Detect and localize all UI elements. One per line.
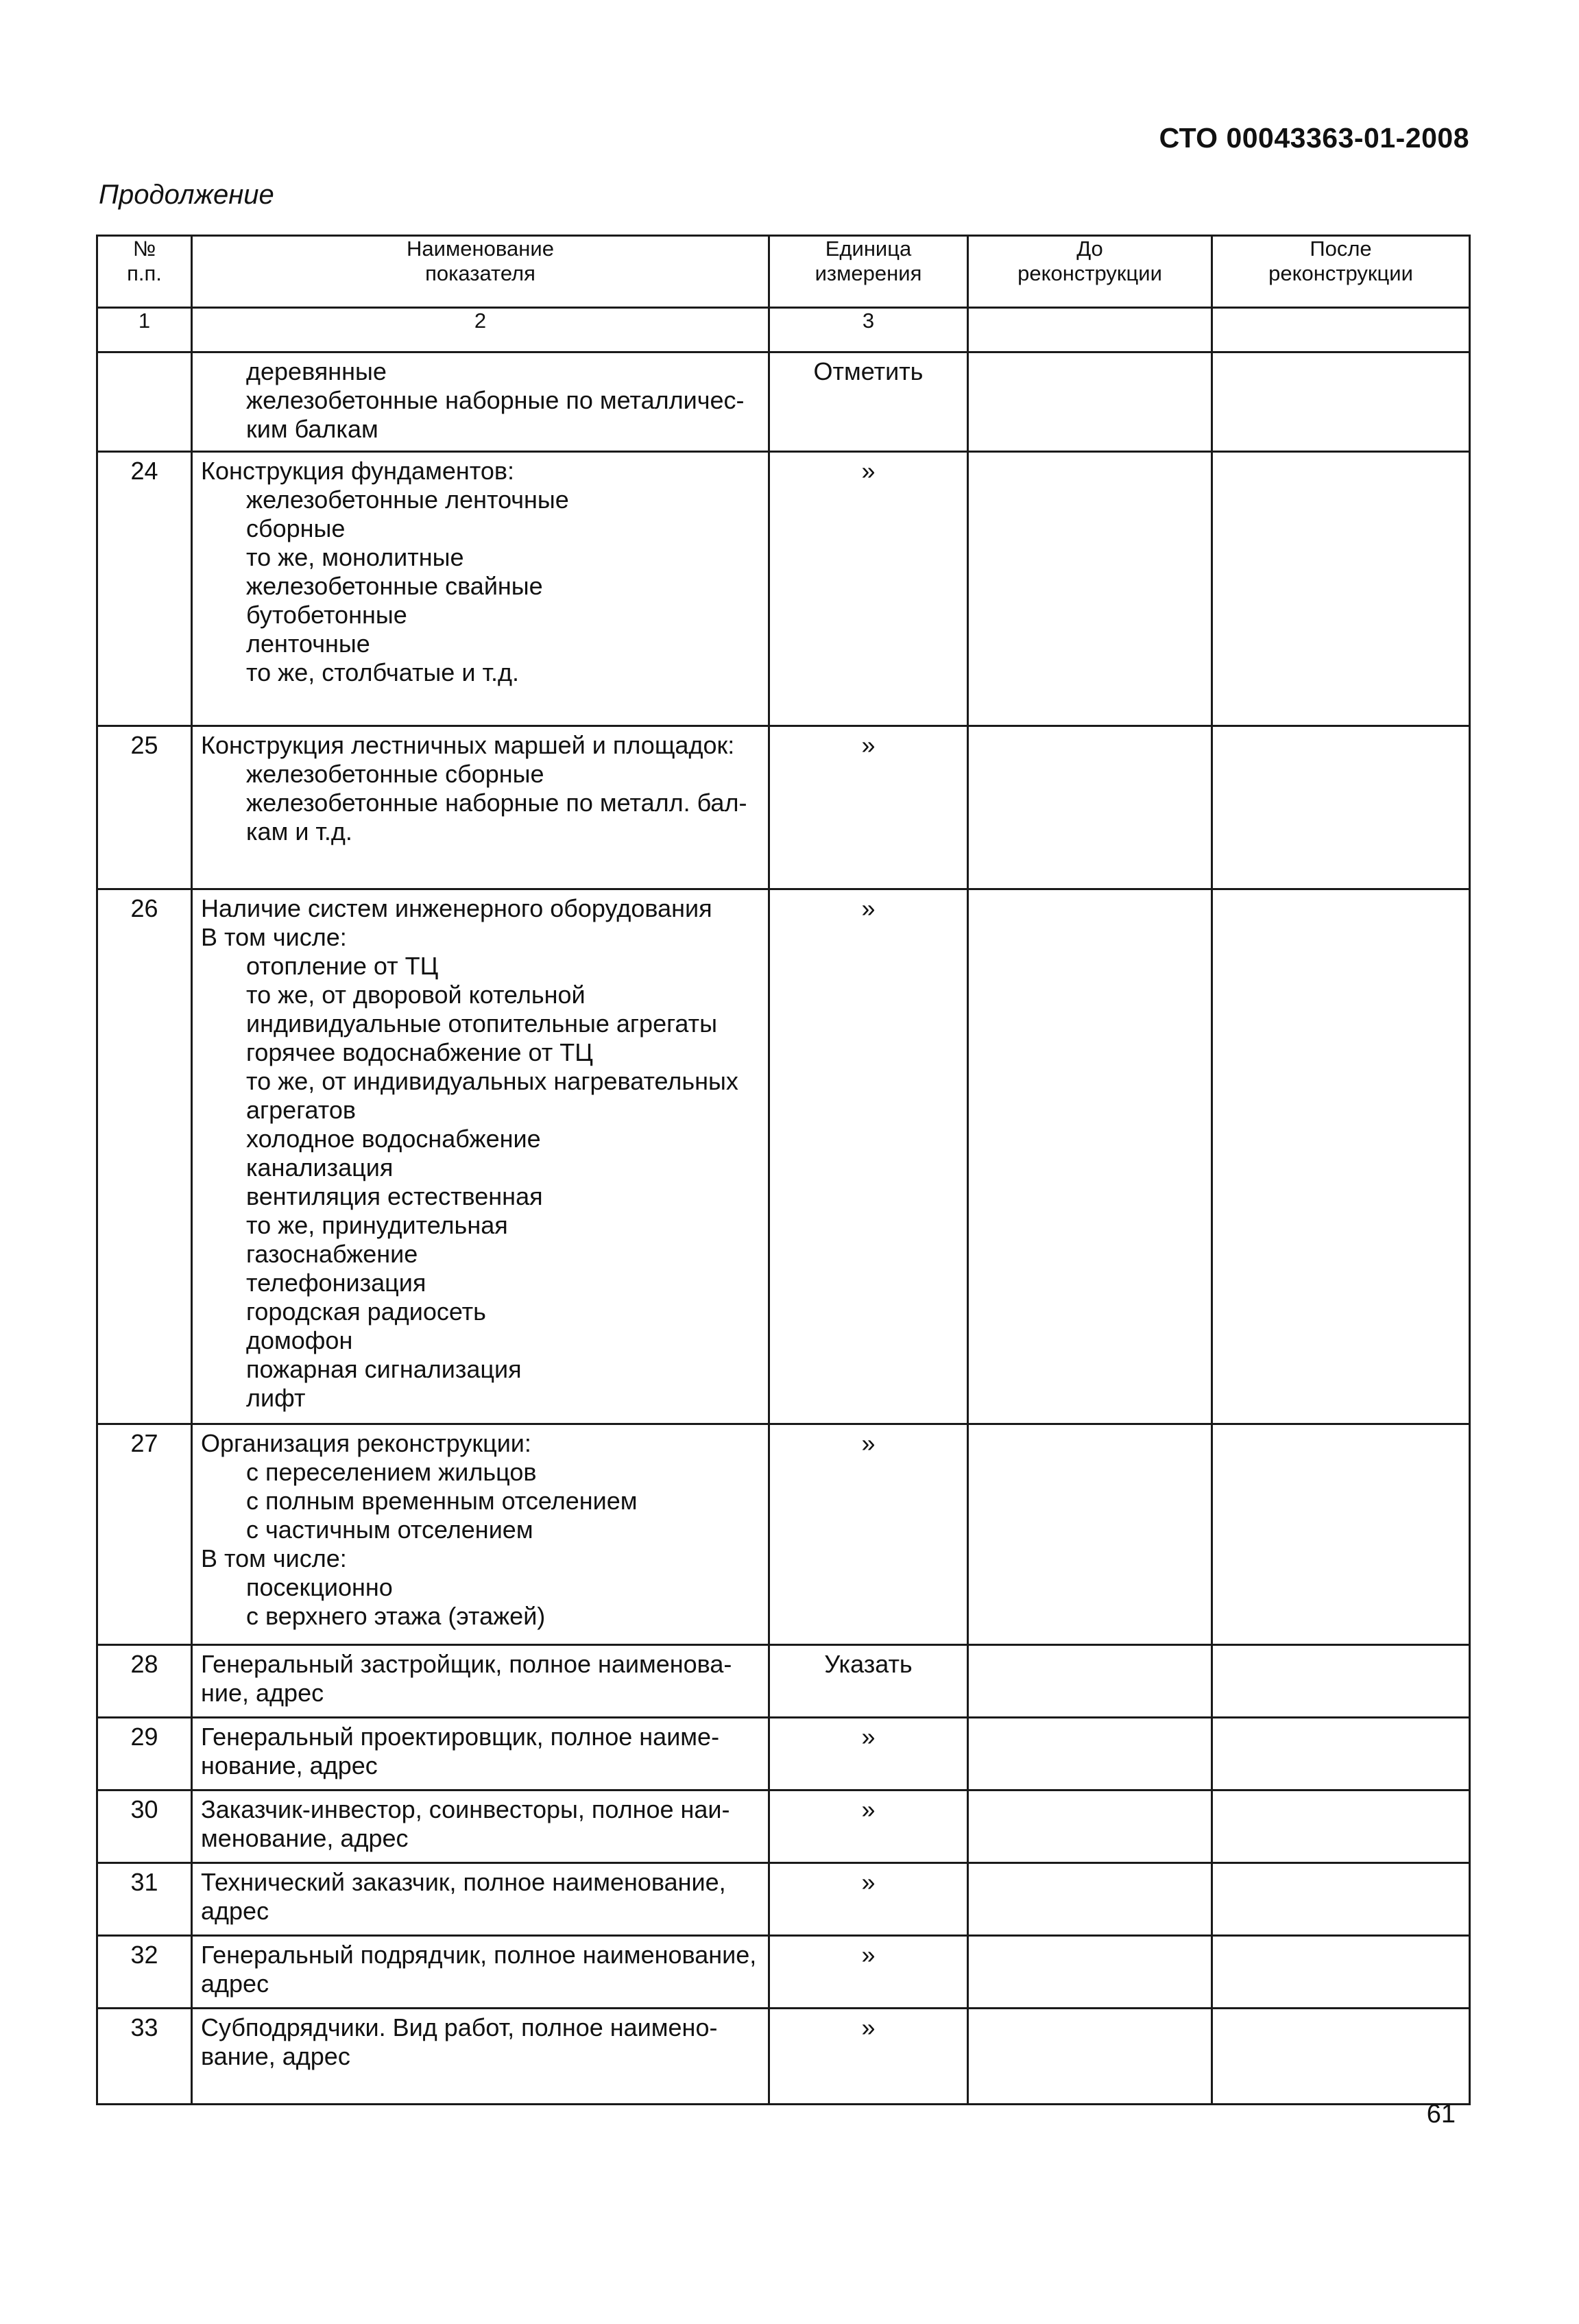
indicator-line: сборные: [246, 514, 346, 542]
after-cell: [1212, 2009, 1470, 2105]
table-row: [97, 1863, 1470, 1936]
header-unit-line2: измерения: [815, 261, 922, 285]
after-cell: [1212, 726, 1470, 889]
indicator-line: железобетонные наборные по металл. бал-: [246, 789, 747, 817]
indicator-name: [192, 726, 769, 889]
indicator-line: с верхнего этажа (этажей): [246, 1602, 546, 1630]
indicator-line: ким балкам: [246, 415, 378, 443]
row-number: 32: [97, 1936, 192, 2009]
indicator-line: городская радиосеть: [246, 1297, 486, 1326]
row-number: 30: [97, 1790, 192, 1863]
indicator-line: вание, адрес: [201, 2042, 350, 2070]
indicator-name: [192, 1863, 769, 1936]
column-numbers-row: [97, 308, 1470, 352]
before-cell: [968, 726, 1212, 889]
unit-cell: »: [769, 1863, 968, 1936]
indicator-line: холодное водоснабжение: [246, 1125, 541, 1153]
table-row: [97, 889, 1470, 1424]
row-number: [97, 352, 192, 452]
row-number: 26: [97, 889, 192, 1424]
indicator-line: менование, адрес: [201, 1824, 409, 1852]
indicator-line: адрес: [201, 1969, 269, 1998]
indicator-name: [192, 1936, 769, 2009]
indicator-line: канализация: [246, 1153, 394, 1182]
indicator-line: железобетонные свайные: [246, 572, 543, 600]
header-name-line1: Наименование: [407, 237, 554, 261]
unit-cell: »: [769, 1424, 968, 1645]
column-number: [1212, 308, 1470, 352]
after-cell: [1212, 1863, 1470, 1936]
row-number: 28: [97, 1645, 192, 1718]
indicator-line: то же, столбчатые и т.д.: [246, 658, 519, 686]
row-number: 25: [97, 726, 192, 889]
indicator-line: горячее водоснабжение от ТЦ: [246, 1038, 593, 1066]
header-unit-line1: Единица: [825, 237, 912, 261]
document-code: СТО 00043363-01-2008: [1159, 122, 1469, 154]
indicator-line: телефонизация: [246, 1269, 426, 1297]
indicator-line: Генеральный застройщик, полное наименова-: [201, 1650, 732, 1678]
header-unit: [769, 236, 968, 308]
indicator-name: [192, 1790, 769, 1863]
before-cell: [968, 1645, 1212, 1718]
page-number: 61: [1426, 2100, 1456, 2129]
indicator-line: агрегатов: [246, 1096, 356, 1124]
row-number: 29: [97, 1718, 192, 1790]
indicator-name: [192, 352, 769, 452]
after-cell: [1212, 1790, 1470, 1863]
table-row: [97, 1790, 1470, 1863]
after-cell: [1212, 1645, 1470, 1718]
indicator-line: Технический заказчик, полное наименование,: [201, 1868, 726, 1896]
indicator-name: [192, 1424, 769, 1645]
indicator-line: то же, монолитные: [246, 543, 464, 571]
unit-cell: »: [769, 1790, 968, 1863]
table-row: [97, 352, 1470, 452]
indicator-title: Организация реконструкции:: [201, 1429, 531, 1457]
indicator-line: деревянные: [246, 357, 387, 385]
indicator-line: то же, от дворовой котельной: [246, 981, 586, 1009]
indicator-line: Субподрядчики. Вид работ, полное наимено-: [201, 2013, 718, 2041]
unit-cell: Отметить: [769, 352, 968, 452]
indicator-line: с полным временным отселением: [246, 1487, 638, 1515]
indicator-line: лифт: [246, 1384, 306, 1412]
column-number: 1: [97, 308, 192, 352]
indicator-line: бутобетонные: [246, 601, 407, 629]
after-cell: [1212, 1718, 1470, 1790]
before-cell: [968, 1863, 1212, 1936]
indicator-name: [192, 889, 769, 1424]
unit-cell: »: [769, 889, 968, 1424]
indicator-title: Конструкция фундаментов:: [201, 457, 514, 485]
indicator-name: [192, 452, 769, 726]
indicator-line: железобетонные сборные: [246, 760, 544, 788]
column-number: 2: [192, 308, 769, 352]
row-number: 33: [97, 2009, 192, 2105]
indicator-name: [192, 1645, 769, 1718]
indicator-line: индивидуальные отопительные агрегаты: [246, 1009, 718, 1038]
before-cell: [968, 452, 1212, 726]
table-row: [97, 1936, 1470, 2009]
indicator-line: то же, принудительная: [246, 1211, 508, 1239]
table-row: [97, 1645, 1470, 1718]
continuation-label: Продолжение: [99, 180, 274, 210]
indicator-name: [192, 1718, 769, 1790]
indicator-line: посекционно: [246, 1573, 393, 1601]
indicator-subtitle: В том числе:: [201, 923, 347, 951]
indicator-line: домофон: [246, 1326, 353, 1354]
header-before-line2: реконструкции: [1017, 261, 1162, 285]
indicator-line: кам и т.д.: [246, 817, 352, 846]
after-cell: [1212, 1424, 1470, 1645]
row-number: 27: [97, 1424, 192, 1645]
header-number-line1: №: [132, 237, 156, 261]
header-name-line2: показателя: [425, 261, 535, 285]
unit-cell: »: [769, 452, 968, 726]
table-row: [97, 2009, 1470, 2105]
indicator-line: нование, адрес: [201, 1751, 378, 1780]
header-after-line1: После: [1310, 237, 1372, 261]
indicator-line: Генеральный проектировщик, полное наиме-: [201, 1723, 720, 1751]
indicator-line: железобетонные ленточные: [246, 486, 569, 514]
row-number: 24: [97, 452, 192, 726]
header-number-line2: п.п.: [127, 261, 162, 285]
indicators-table: [96, 235, 1471, 2105]
indicator-name: [192, 2009, 769, 2105]
before-cell: [968, 1790, 1212, 1863]
indicator-line: ленточные: [246, 630, 370, 658]
indicator-line: ние, адрес: [201, 1679, 324, 1707]
indicator-line: вентиляция естественная: [246, 1182, 543, 1210]
after-cell: [1212, 1936, 1470, 2009]
before-cell: [968, 352, 1212, 452]
before-cell: [968, 889, 1212, 1424]
before-cell: [968, 1424, 1212, 1645]
before-cell: [968, 1718, 1212, 1790]
indicator-title: Наличие систем инженерного оборудования: [201, 894, 712, 922]
table-row: [97, 1718, 1470, 1790]
before-cell: [968, 2009, 1212, 2105]
header-before-line1: До: [1076, 237, 1103, 261]
indicator-line: Заказчик-инвестор, соинвесторы, полное наи-: [201, 1795, 730, 1823]
table-header-row: [97, 236, 1470, 308]
after-cell: [1212, 352, 1470, 452]
indicator-line: с переселением жильцов: [246, 1458, 537, 1486]
indicator-line: железобетонные наборные по металличес-: [246, 386, 745, 414]
indicator-title: Конструкция лестничных маршей и площадок:: [201, 731, 735, 759]
indicator-line: газоснабжение: [246, 1240, 418, 1268]
unit-cell: »: [769, 726, 968, 889]
unit-cell: »: [769, 1718, 968, 1790]
table-row: [97, 1424, 1470, 1645]
unit-cell: Указать: [769, 1645, 968, 1718]
table-row: [97, 452, 1470, 726]
indicator-line: с частичным отселением: [246, 1516, 533, 1544]
table-row: [97, 726, 1470, 889]
header-after: [1212, 236, 1470, 308]
after-cell: [1212, 889, 1470, 1424]
indicator-line: отопление от ТЦ: [246, 952, 439, 980]
after-cell: [1212, 452, 1470, 726]
header-before: [968, 236, 1212, 308]
indicator-line: то же, от индивидуальных нагревательных: [246, 1067, 738, 1095]
header-indicator-name: [192, 236, 769, 308]
before-cell: [968, 1936, 1212, 2009]
indicator-line: пожарная сигнализация: [246, 1355, 522, 1383]
header-after-line2: реконструкции: [1268, 261, 1413, 285]
header-number: [97, 236, 192, 308]
unit-cell: »: [769, 2009, 968, 2105]
column-number: 3: [769, 308, 968, 352]
row-number: 31: [97, 1863, 192, 1936]
unit-cell: »: [769, 1936, 968, 2009]
indicator-subtitle: В том числе:: [201, 1544, 347, 1572]
indicator-line: адрес: [201, 1897, 269, 1925]
indicator-line: Генеральный подрядчик, полное наименование,: [201, 1941, 757, 1969]
column-number: [968, 308, 1212, 352]
